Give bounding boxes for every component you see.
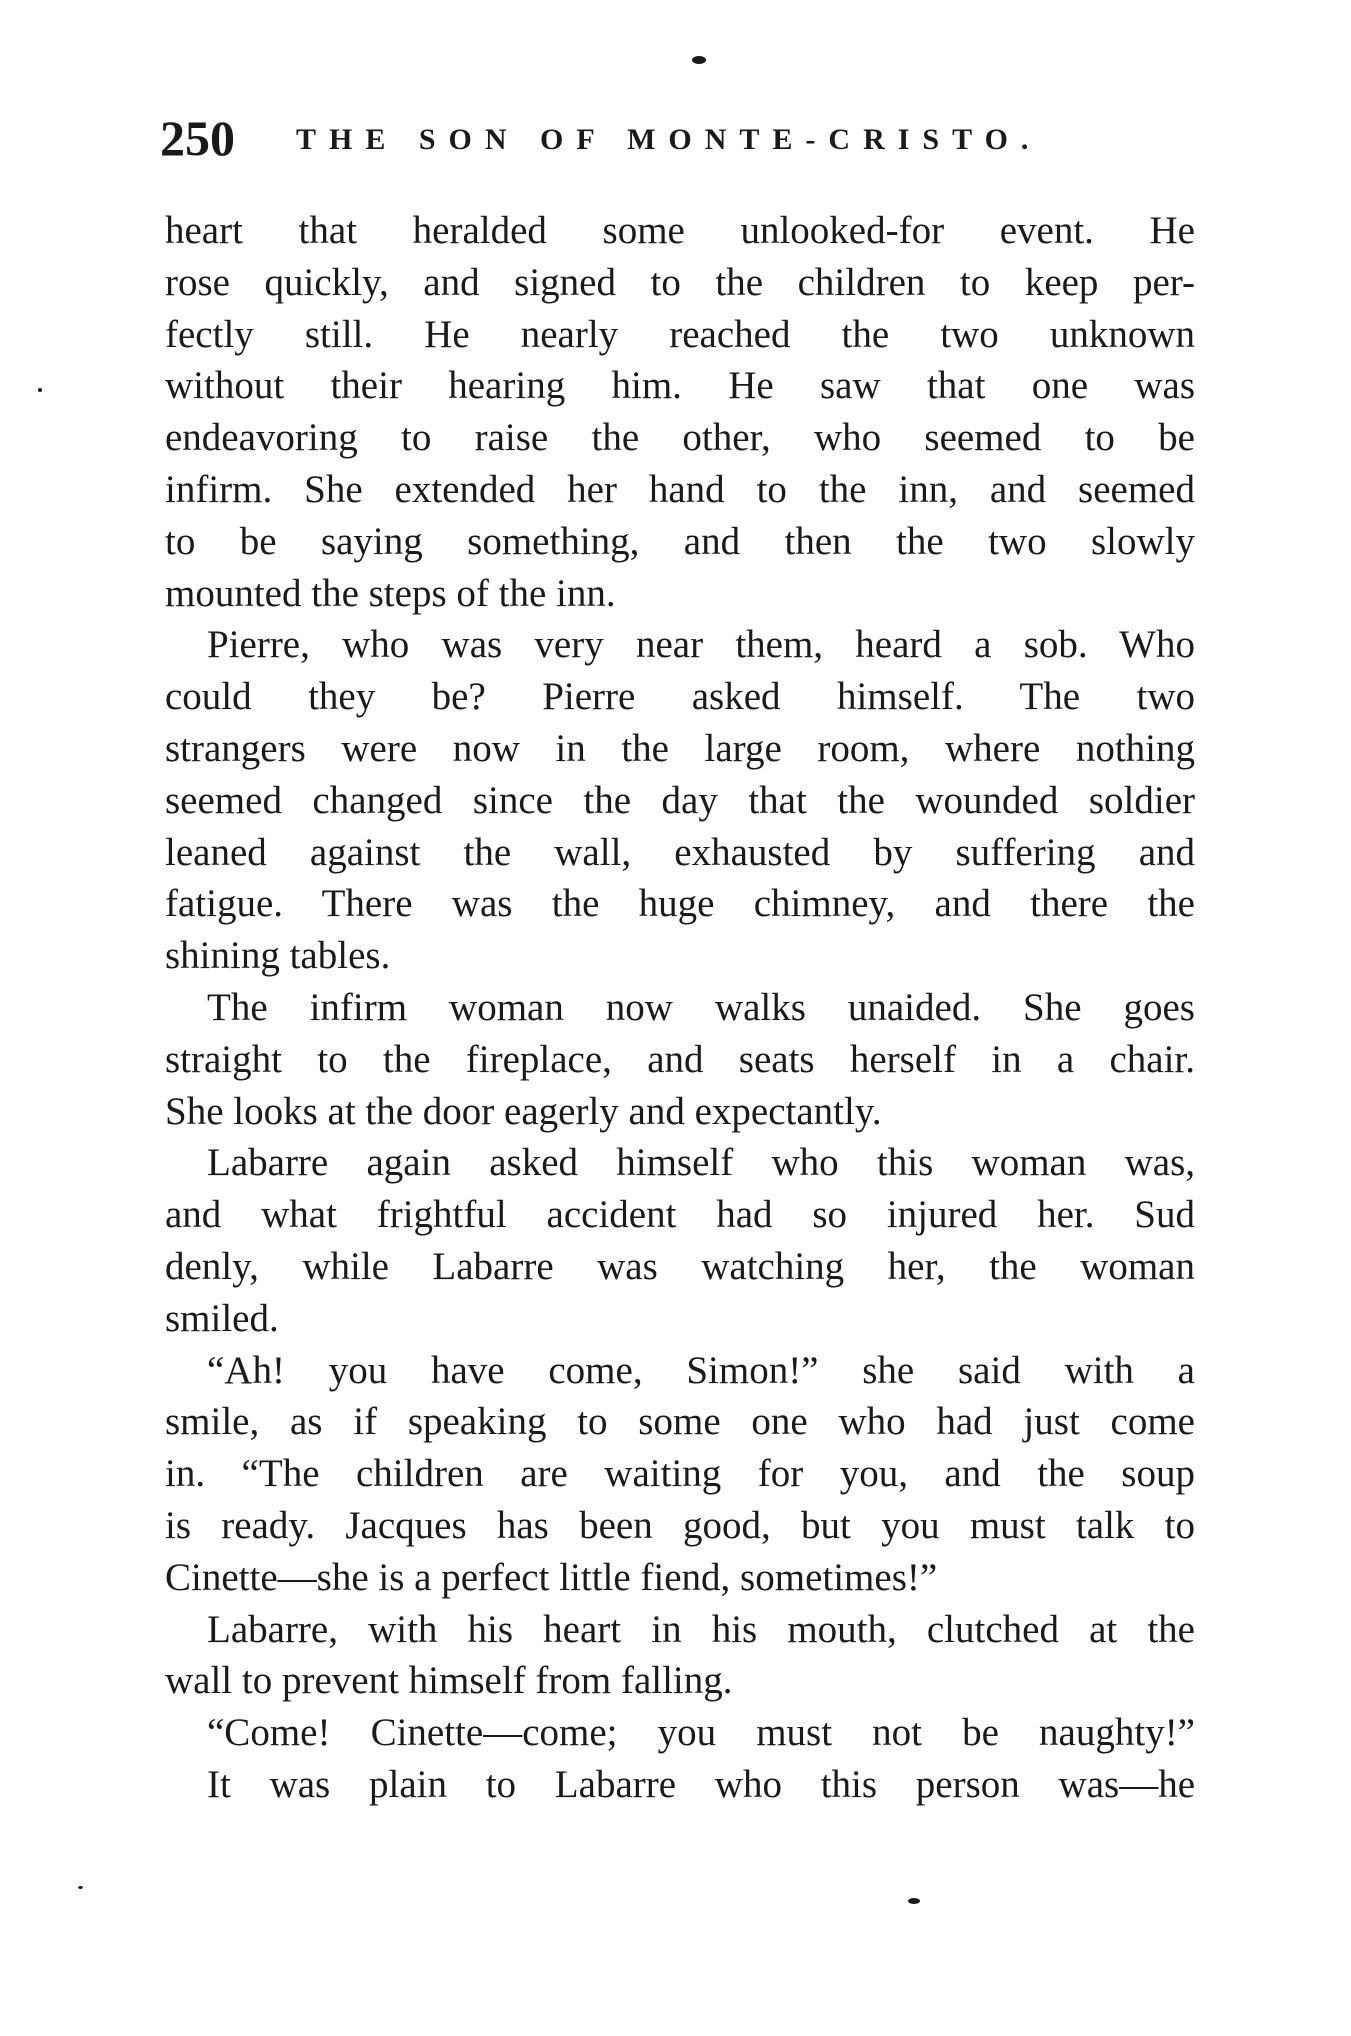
text-line: strangers were now in the large room, where nothing (165, 726, 1195, 770)
text-line: mounted the steps of the inn. (165, 571, 616, 615)
text-line: She looks at the door eagerly and expectantly. (165, 1089, 882, 1133)
text-line: Cinette—she is a perfect little fiend, sometimes!” (165, 1555, 938, 1599)
text-line: Pierre, who was very near them, heard a sob. Who (207, 623, 1195, 667)
text-line: Labarre, with his heart in his mouth, clutched at the (207, 1607, 1195, 1651)
text-line: seemed changed since the day that the wounded soldier (165, 778, 1195, 822)
text-line: “Ah! you have come, Simon!” she said with a (207, 1348, 1195, 1392)
text-line: heart that heralded some unlooked-for event. He (165, 209, 1195, 252)
text-line: fectly still. He nearly reached the two unknown (165, 312, 1195, 356)
text-line: “Come! Cinette—come; you must not be naughty!” (207, 1711, 1195, 1755)
text-line: straight to the fireplace, and seats herself in a chair. (165, 1037, 1195, 1081)
running-title: THE SON OF MONTE-CRISTO. (296, 123, 1042, 156)
text-line: rose quickly, and signed to the children to keep per- (165, 260, 1195, 304)
text-line: wall to prevent himself from falling. (165, 1659, 733, 1703)
text-line: smile, as if speaking to some one who had just come (165, 1400, 1195, 1444)
page-number: 250 (160, 110, 235, 166)
text-line: infirm. She extended her hand to the inn, and seemed (165, 467, 1195, 511)
ink-dot-left-lower (78, 1886, 83, 1889)
text-line: shining tables. (165, 934, 391, 978)
text-line: without their hearing him. He saw that one was (165, 364, 1195, 408)
text-line: The infirm woman now walks unaided. She goes (207, 985, 1195, 1029)
ink-speck-top (692, 56, 706, 64)
text-line: could they be? Pierre asked himself. The two (165, 675, 1195, 719)
text-line: to be saying something, and then the two slowly (165, 519, 1195, 563)
text-line: smiled. (165, 1296, 279, 1340)
text-line: Labarre again asked himself who this woman was, (207, 1141, 1195, 1185)
text-line: denly, while Labarre was watching her, the woman (165, 1244, 1195, 1288)
page-header (160, 108, 1200, 168)
ink-dot-left (38, 388, 42, 392)
text-line: in. “The children are waiting for you, and the soup (165, 1452, 1195, 1496)
ink-speck-bottom (908, 1898, 920, 1904)
text-line: leaned against the wall, exhausted by suffering and (165, 830, 1195, 874)
text-line: endeavoring to raise the other, who seemed to be (165, 416, 1195, 460)
text-line: It was plain to Labarre who this person was—he (207, 1762, 1195, 1806)
text-line: and what frightful accident had so injured her. Sud (165, 1193, 1195, 1237)
text-line: fatigue. There was the huge chimney, and there the (165, 882, 1195, 926)
text-line: is ready. Jacques has been good, but you must talk to (165, 1503, 1195, 1547)
body-text (165, 205, 1195, 1811)
